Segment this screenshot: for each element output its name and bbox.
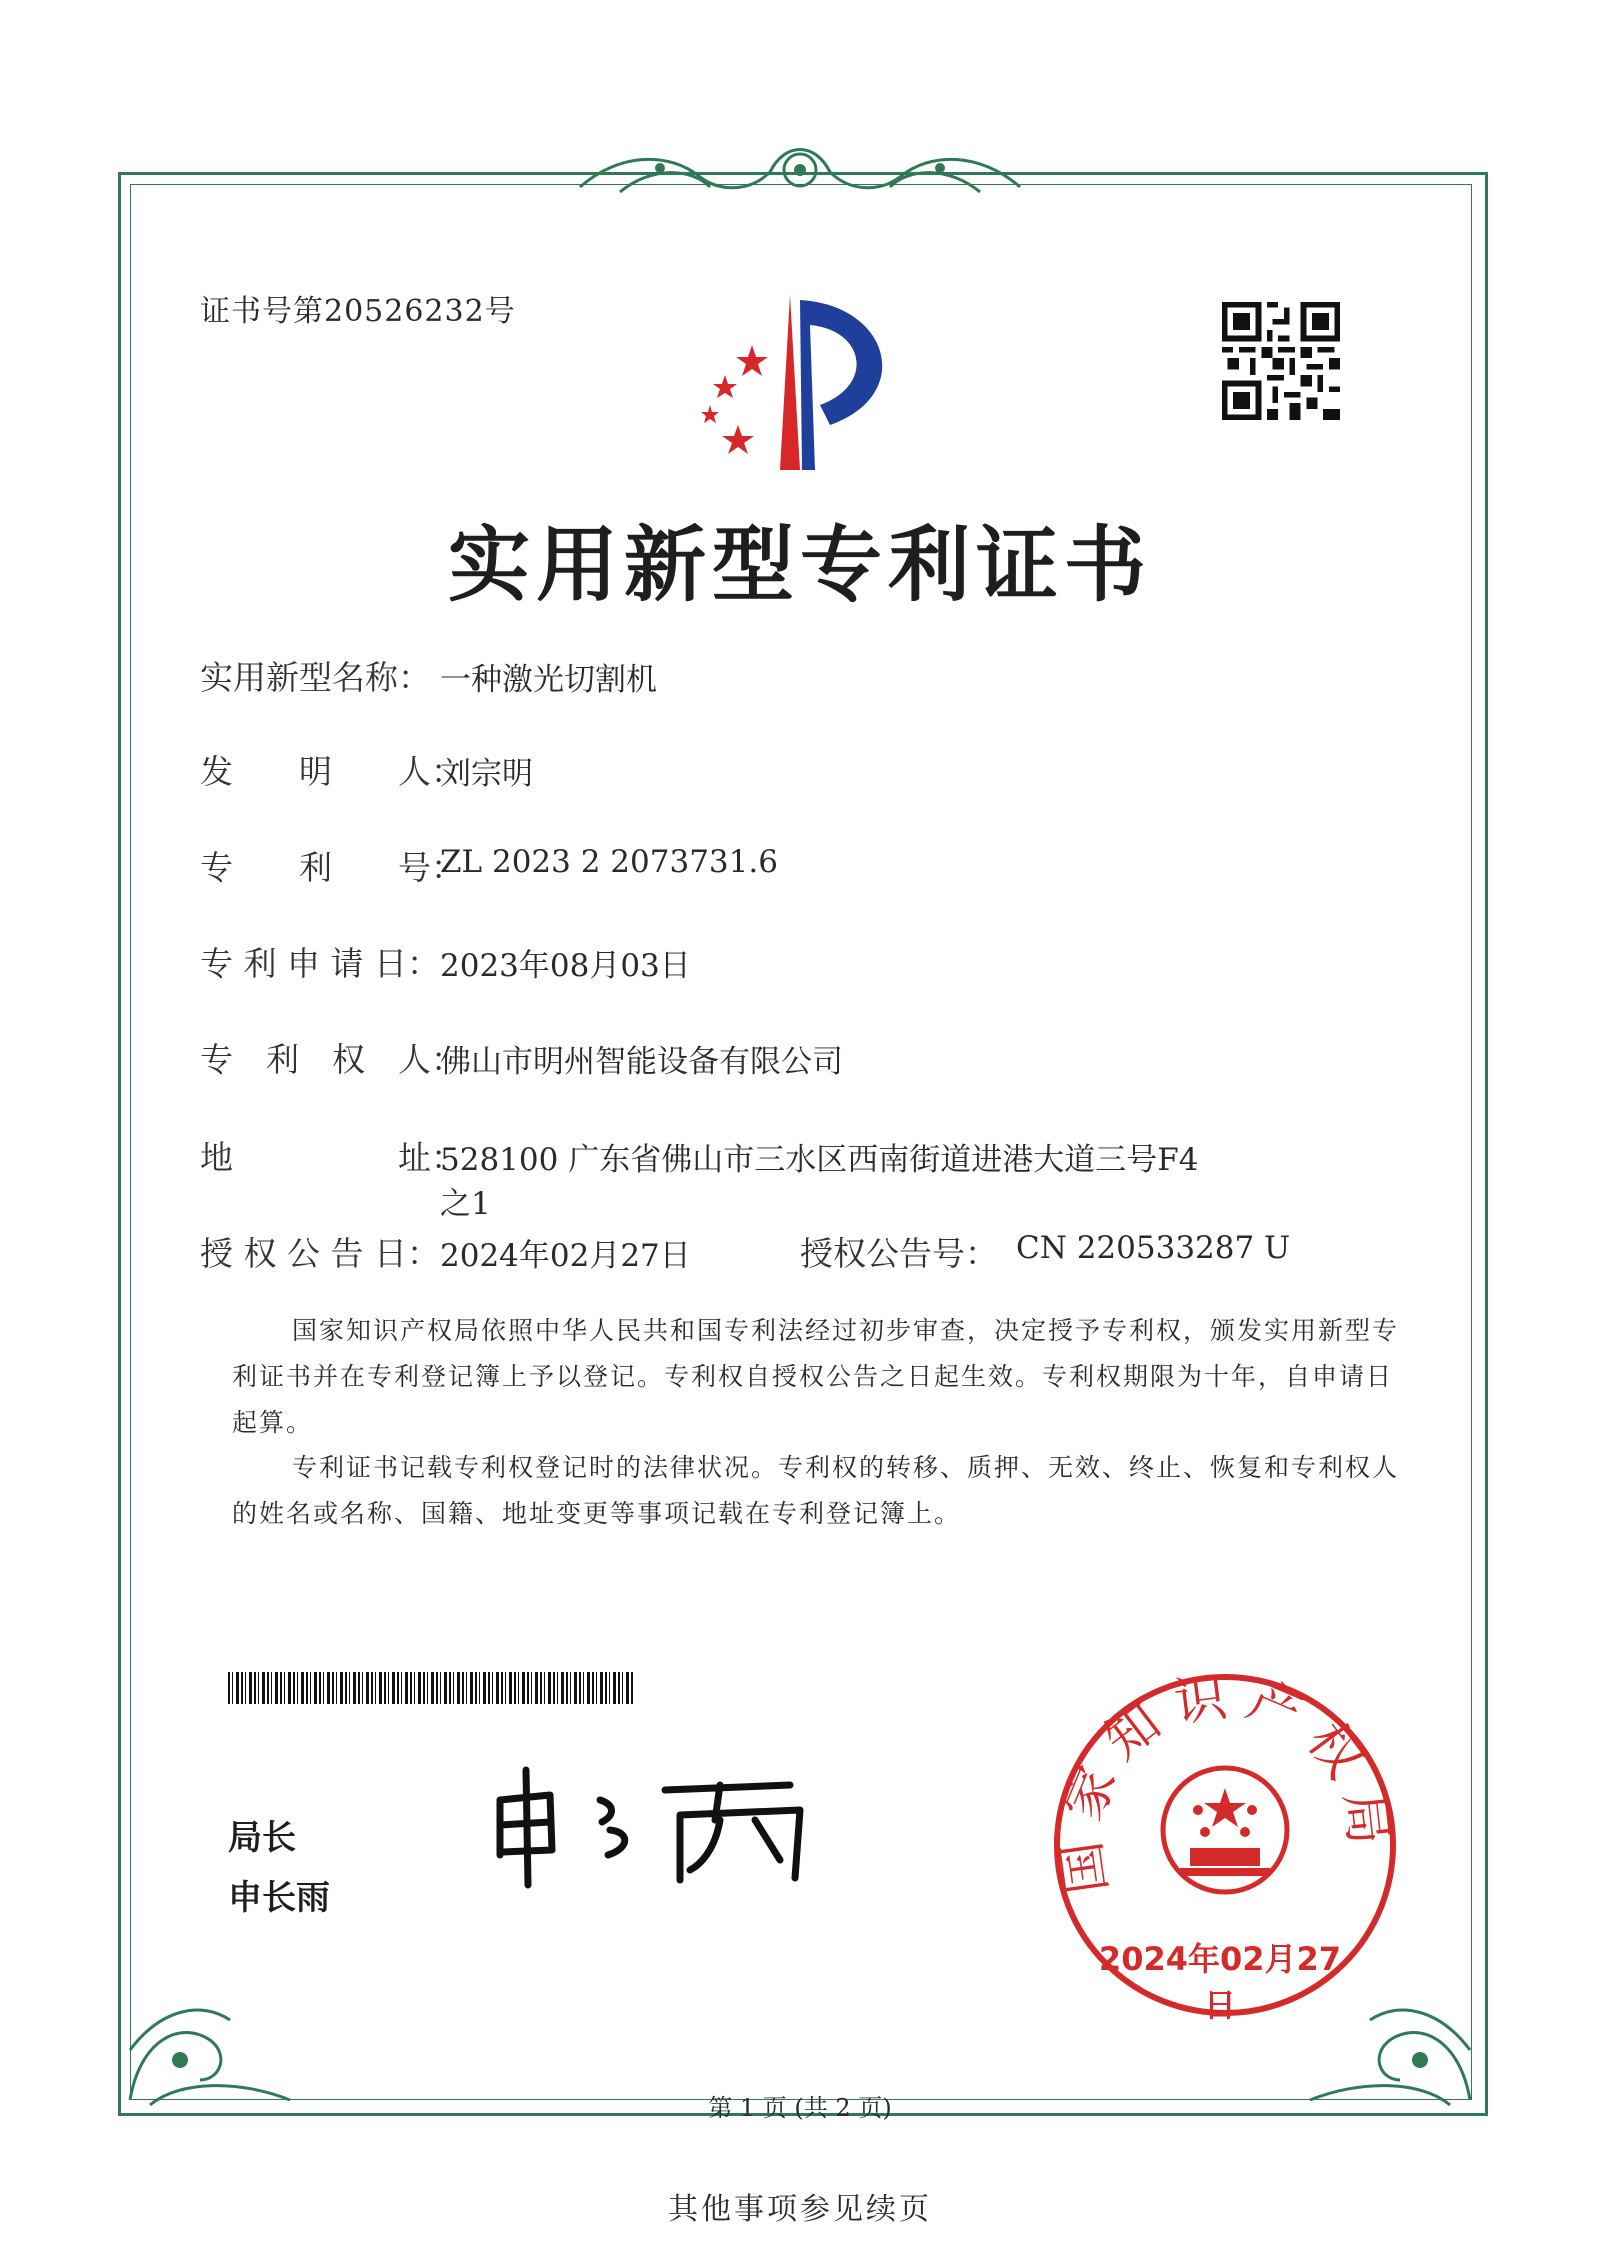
field-value-application-date: 2023年08月03日 [440, 948, 691, 984]
field-value-patentee: 佛山市明州智能设备有限公司 [440, 1044, 843, 1080]
page-indicator: 第 1 页 (共 2 页) [708, 2094, 892, 2122]
field-value-patent-number: ZL 2023 2 2073731.6 [440, 844, 778, 880]
patent-office-logo [680, 285, 920, 485]
field-value-address: 528100 广东省佛山市三水区西南街道进港大道三号F4 [440, 1142, 1199, 1178]
barcode [228, 1672, 634, 1704]
field-label-address: 地 址： [200, 1138, 464, 1177]
field-value-utility-model-name: 一种激光切割机 [440, 662, 657, 698]
qr-code [1222, 302, 1340, 420]
legal-paragraph-2: 专利证书记载专利权登记时的法律状况。专利权的转移、质押、无效、终止、恢复和专利权人的姓名或名称、国籍、地址变更等事项记载在专利登记簿上。 [232, 1453, 1400, 1528]
field-label-patent-number: 专 利 号： [200, 848, 464, 887]
handwritten-signature [490, 1760, 830, 1890]
signatory-name: 申长雨 [228, 1878, 330, 1918]
national-emblem-icon [1163, 1768, 1287, 1892]
field-label-announcement-number: 授权公告号： [800, 1234, 998, 1273]
field-label-application-date: 专 利 申 请 日： [200, 944, 440, 983]
field-label-patentee: 专 利 权 人： [200, 1040, 464, 1079]
field-value-inventor: 刘宗明 [440, 756, 533, 792]
field-value-address-line2: 之1 [440, 1186, 491, 1222]
bottom-left-ornament [120, 1930, 320, 2110]
seal-date: 2024年02月27日 [1098, 1940, 1342, 2024]
field-value-announcement-number: CN 220533287 U [1016, 1230, 1291, 1266]
field-label-grant-date: 授 权 公 告 日： [200, 1234, 440, 1273]
legal-paragraph-1: 国家知识产权局依照中华人民共和国专利法经过初步审查，决定授予专利权，颁发实用新型专利证书并在专利登记簿上予以登记。专利权自授权公告之日起生效。专利权期限为十年，自申请日起算。 [232, 1316, 1400, 1437]
field-label-inventor: 发 明 人： [200, 752, 464, 791]
seal-text: 国家知识产权局 [1050, 1666, 1400, 1898]
field-label-utility-model-name: 实用新型名称： [200, 658, 431, 697]
certificate-number: 证书号第20526232号 [200, 294, 516, 329]
field-value-grant-date: 2024年02月27日 [440, 1238, 691, 1274]
top-ornament [560, 132, 1040, 212]
signatory-title: 局长 [228, 1818, 296, 1858]
certificate-title: 实用新型专利证书 [447, 518, 1152, 613]
continuation-note: 其他事项参见续页 [668, 2192, 932, 2227]
